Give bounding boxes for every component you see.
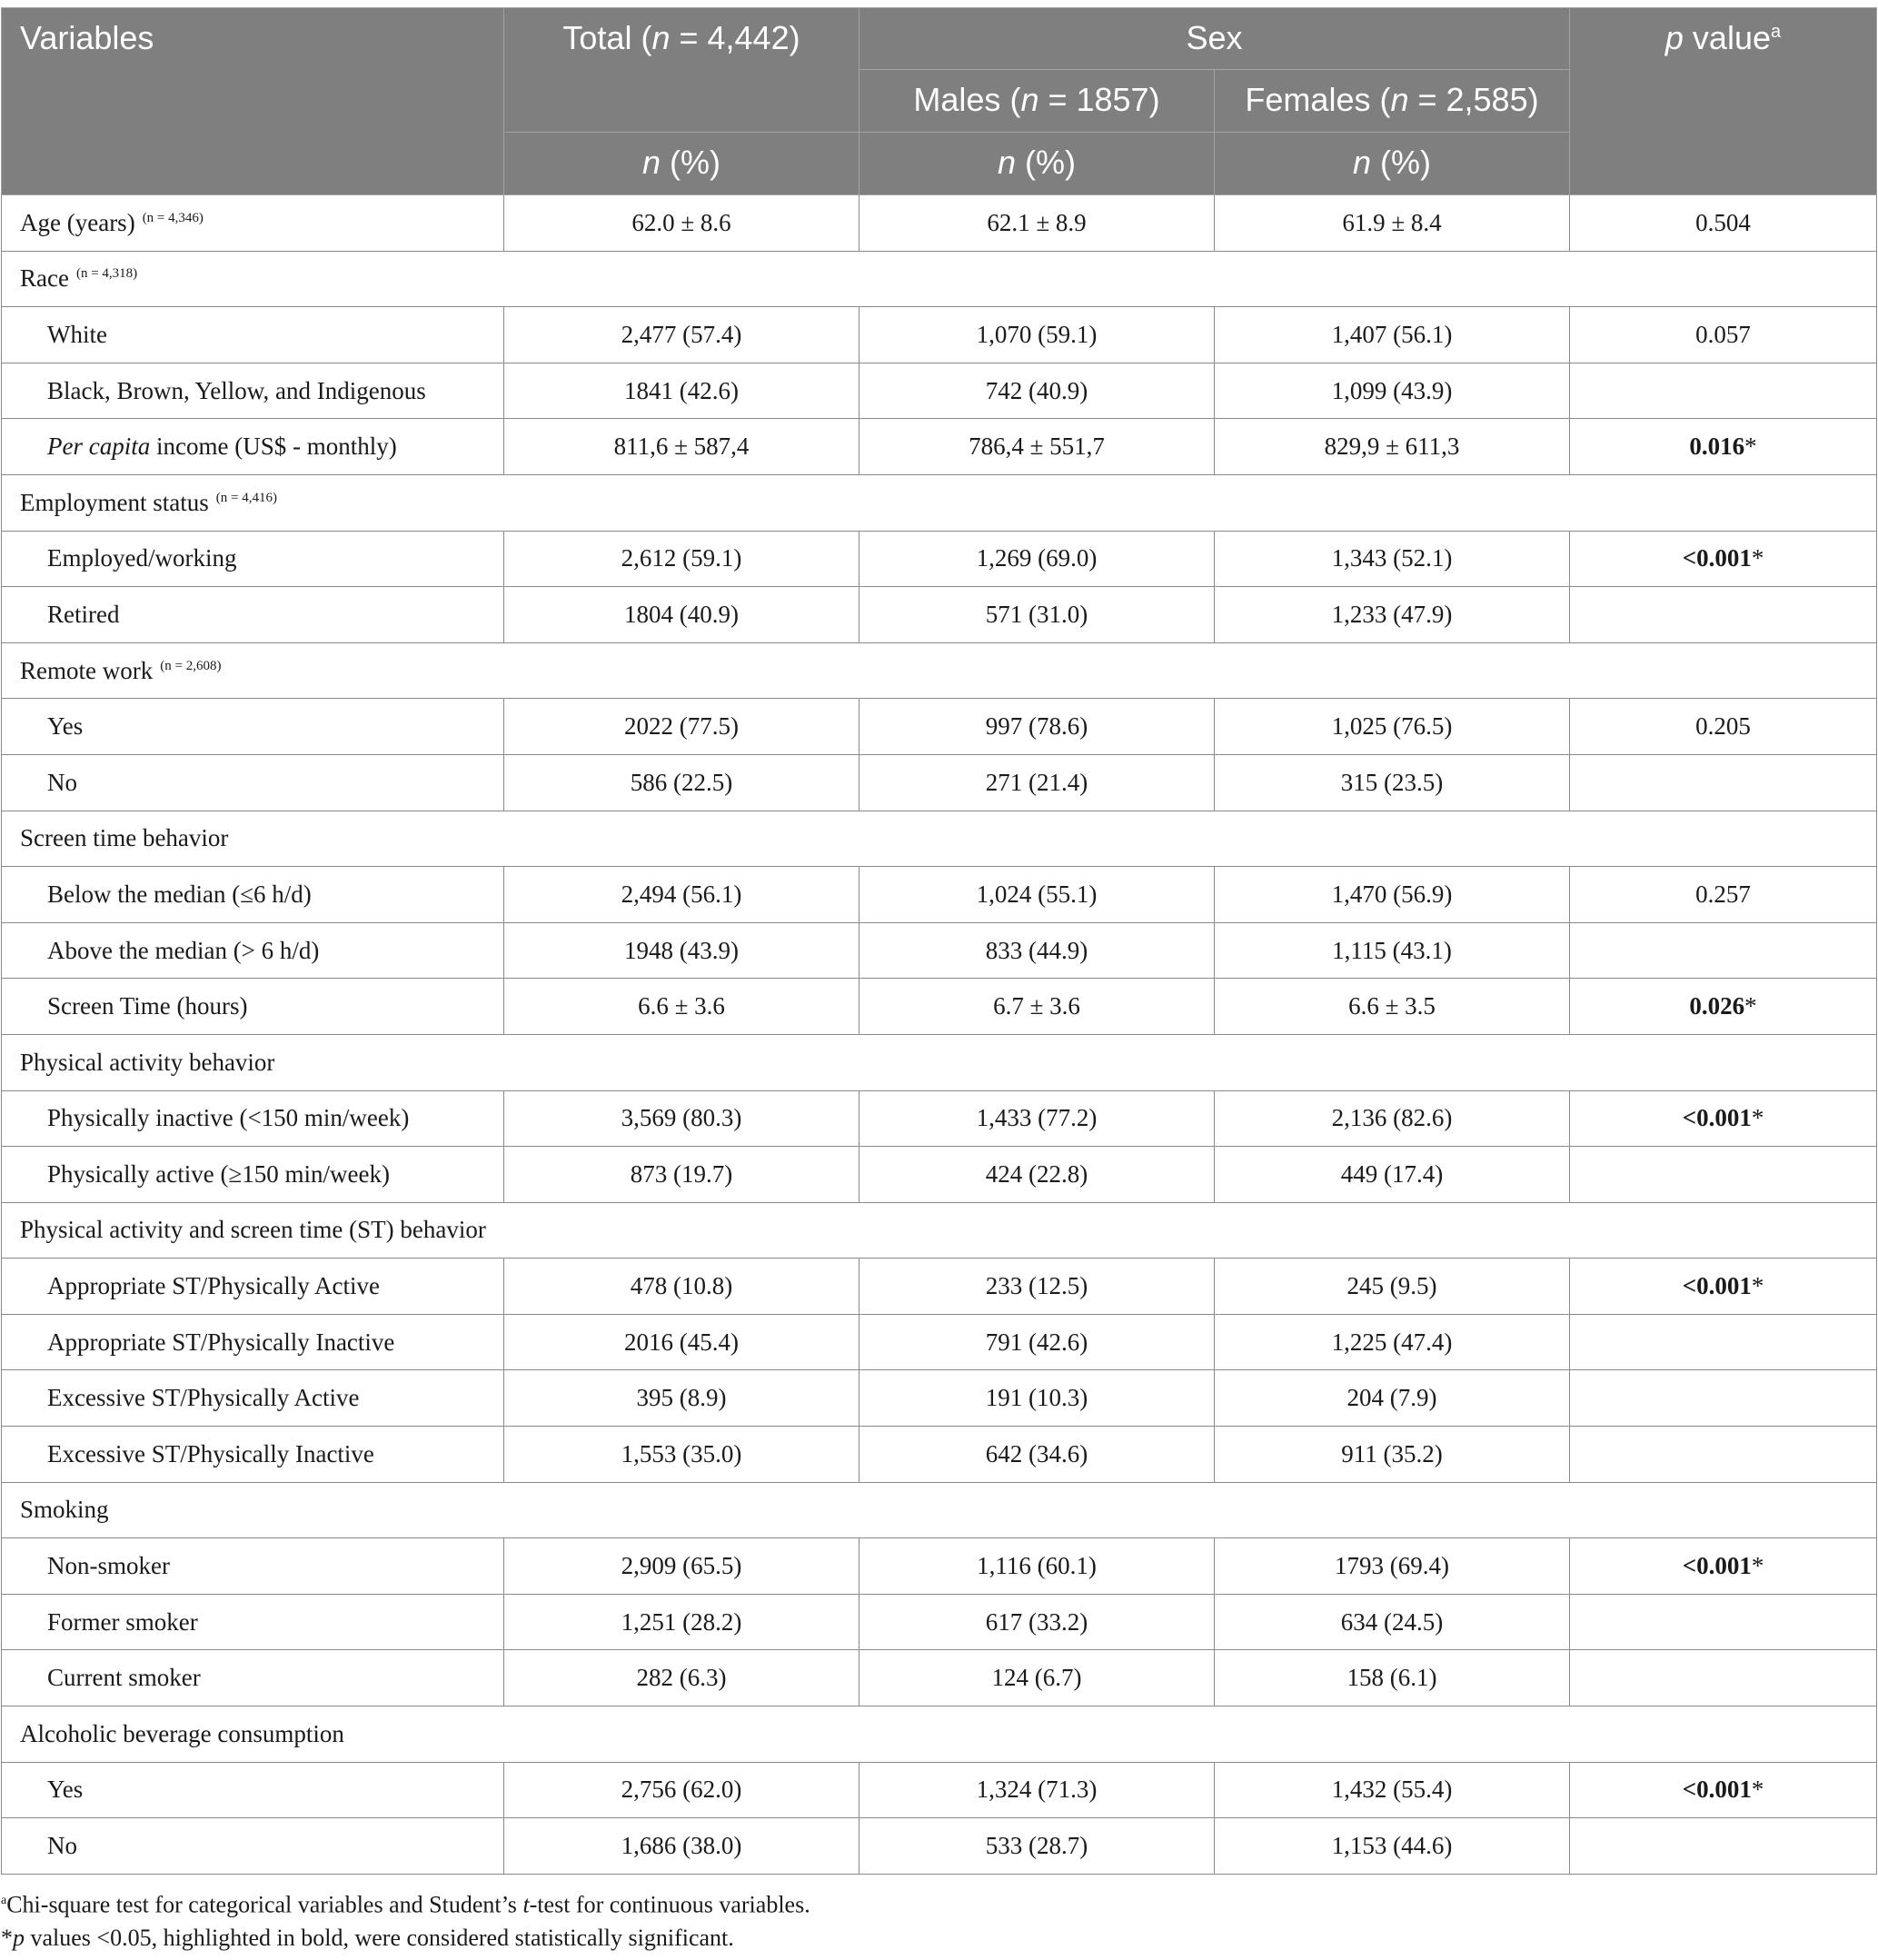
header-p-value: p value$^a$	[1570, 8, 1877, 195]
cell-males: 833 (44.9)	[860, 922, 1215, 979]
row-label: Former smoker	[2, 1594, 504, 1650]
cell-females: 1,099 (43.9)	[1215, 363, 1570, 419]
row-label: Age (years) $^{(n = 4,346)}$	[2, 195, 504, 252]
row-label: Retired	[2, 587, 504, 643]
section-label: Alcoholic beverage consumption	[2, 1706, 1877, 1763]
cell-p-value: 0.026*	[1570, 979, 1877, 1035]
header-males-npct: n (%)	[860, 133, 1215, 195]
cell-females: 158 (6.1)	[1215, 1650, 1570, 1706]
cell-males: 642 (34.6)	[860, 1427, 1215, 1483]
row-label: Black, Brown, Yellow, and Indigenous	[2, 363, 504, 419]
cell-females: 1,153 (44.6)	[1215, 1818, 1570, 1875]
cell-females: 1,025 (76.5)	[1215, 699, 1570, 755]
cell-p-value: 0.016*	[1570, 419, 1877, 475]
cell-males: 124 (6.7)	[860, 1650, 1215, 1706]
header-variables: Variables	[2, 8, 504, 195]
cell-females: 634 (24.5)	[1215, 1594, 1570, 1650]
cell-p-value	[1570, 1370, 1877, 1427]
cell-males: 791 (42.6)	[860, 1314, 1215, 1370]
header-row-1	[2, 8, 1877, 70]
cell-total: 282 (6.3)	[504, 1650, 860, 1706]
cell-females: 1,225 (47.4)	[1215, 1314, 1570, 1370]
cell-total: 1,251 (28.2)	[504, 1594, 860, 1650]
cell-total: 1,553 (35.0)	[504, 1427, 860, 1483]
row-label: Physically active (≥150 min/week)	[2, 1147, 504, 1203]
row-above-median	[2, 922, 1877, 979]
cell-total: 6.6 ± 3.6	[504, 979, 860, 1035]
row-label: Appropriate ST/Physically Inactive	[2, 1314, 504, 1370]
cell-females: 1,233 (47.9)	[1215, 587, 1570, 643]
cell-p-value: <0.001*	[1570, 1259, 1877, 1315]
row-label: Non-smoker	[2, 1538, 504, 1595]
cell-total: 3,569 (80.3)	[504, 1090, 860, 1147]
cell-total: 1948 (43.9)	[504, 922, 860, 979]
row-app-active	[2, 1259, 1877, 1315]
row-employed	[2, 531, 1877, 587]
row-age	[2, 195, 1877, 252]
header-females: Females (n = 2,585)	[1215, 70, 1570, 133]
cell-females: 911 (35.2)	[1215, 1427, 1570, 1483]
cell-p-value: <0.001*	[1570, 1538, 1877, 1595]
row-income	[2, 419, 1877, 475]
header-sex: Sex	[860, 8, 1570, 70]
row-alcohol-no	[2, 1818, 1877, 1875]
row-label: Current smoker	[2, 1650, 504, 1706]
row-current-smoker	[2, 1650, 1877, 1706]
cell-males: 271 (21.4)	[860, 754, 1215, 811]
cell-total: 62.0 ± 8.6	[504, 195, 860, 252]
row-remote-no	[2, 754, 1877, 811]
cell-p-value: <0.001*	[1570, 531, 1877, 587]
row-label: Yes	[2, 1762, 504, 1818]
cell-p-value	[1570, 1818, 1877, 1875]
section-label: Screen time behavior	[2, 811, 1877, 867]
header-females-npct: n (%)	[1215, 133, 1570, 195]
cell-females: 1,470 (56.9)	[1215, 867, 1570, 923]
cell-total: 811,6 ± 587,4	[504, 419, 860, 475]
cell-p-value	[1570, 1594, 1877, 1650]
section-label: Smoking	[2, 1482, 1877, 1538]
cell-males: 233 (12.5)	[860, 1259, 1215, 1315]
cell-p-value	[1570, 1427, 1877, 1483]
cell-p-value	[1570, 1147, 1877, 1203]
cell-p-value: <0.001*	[1570, 1090, 1877, 1147]
cell-males: 1,070 (59.1)	[860, 307, 1215, 363]
cell-females: 315 (23.5)	[1215, 754, 1570, 811]
cell-females: 6.6 ± 3.5	[1215, 979, 1570, 1035]
cell-total: 2,494 (56.1)	[504, 867, 860, 923]
cell-males: 742 (40.9)	[860, 363, 1215, 419]
cell-p-value	[1570, 754, 1877, 811]
row-label: No	[2, 754, 504, 811]
row-pa-section	[2, 1034, 1877, 1090]
cell-males: 786,4 ± 551,7	[860, 419, 1215, 475]
row-remote-yes	[2, 699, 1877, 755]
cell-females: 1,343 (52.1)	[1215, 531, 1570, 587]
row-exc-active	[2, 1370, 1877, 1427]
cell-total: 1804 (40.9)	[504, 587, 860, 643]
cell-females: 245 (9.5)	[1215, 1259, 1570, 1315]
cell-females: 449 (17.4)	[1215, 1147, 1570, 1203]
row-label: Appropriate ST/Physically Active	[2, 1259, 504, 1315]
row-inactive	[2, 1090, 1877, 1147]
cell-males: 997 (78.6)	[860, 699, 1215, 755]
row-white	[2, 307, 1877, 363]
table-footnotes	[1, 1884, 1876, 1955]
row-label: Yes	[2, 699, 504, 755]
cell-total: 586 (22.5)	[504, 754, 860, 811]
header-total: Total (n = 4,442)	[504, 8, 860, 133]
cell-males: 1,433 (77.2)	[860, 1090, 1215, 1147]
row-label: Excessive ST/Physically Active	[2, 1370, 504, 1427]
cell-p-value: 0.504	[1570, 195, 1877, 252]
row-label: No	[2, 1818, 504, 1875]
cell-total: 2,477 (57.4)	[504, 307, 860, 363]
row-app-inactive	[2, 1314, 1877, 1370]
row-smoking-section	[2, 1482, 1877, 1538]
characteristics-table	[1, 7, 1877, 1875]
cell-males: 1,269 (69.0)	[860, 531, 1215, 587]
section-label: Physical activity and screen time (ST) behavior	[2, 1202, 1877, 1259]
cell-total: 1841 (42.6)	[504, 363, 860, 419]
row-pa-st-section	[2, 1202, 1877, 1259]
row-label: Excessive ST/Physically Inactive	[2, 1427, 504, 1483]
cell-males: 617 (33.2)	[860, 1594, 1215, 1650]
cell-total: 395 (8.9)	[504, 1370, 860, 1427]
row-screen-hours	[2, 979, 1877, 1035]
row-label: Physically inactive (<150 min/week)	[2, 1090, 504, 1147]
table-container	[1, 7, 1876, 1955]
header-males: Males (n = 1857)	[860, 70, 1215, 133]
header-total-npct: n (%)	[504, 133, 860, 195]
cell-males: 571 (31.0)	[860, 587, 1215, 643]
cell-females: 1793 (69.4)	[1215, 1538, 1570, 1595]
row-label: White	[2, 307, 504, 363]
cell-p-value	[1570, 922, 1877, 979]
cell-males: 191 (10.3)	[860, 1370, 1215, 1427]
cell-total: 1,686 (38.0)	[504, 1818, 860, 1875]
cell-females: 1,432 (55.4)	[1215, 1762, 1570, 1818]
row-non-smoker	[2, 1538, 1877, 1595]
cell-p-value: 0.057	[1570, 307, 1877, 363]
row-race-section	[2, 251, 1877, 307]
row-active	[2, 1147, 1877, 1203]
cell-males: 1,116 (60.1)	[860, 1538, 1215, 1595]
cell-females: 1,407 (56.1)	[1215, 307, 1570, 363]
cell-total: 2,612 (59.1)	[504, 531, 860, 587]
row-label: Screen Time (hours)	[2, 979, 504, 1035]
cell-males: 6.7 ± 3.6	[860, 979, 1215, 1035]
cell-total: 2022 (77.5)	[504, 699, 860, 755]
section-label: Employment status $^{(n = 4,416)}$	[2, 474, 1877, 531]
cell-p-value: 0.205	[1570, 699, 1877, 755]
cell-p-value	[1570, 363, 1877, 419]
cell-males: 1,024 (55.1)	[860, 867, 1215, 923]
cell-total: 2,909 (65.5)	[504, 1538, 860, 1595]
section-label: Physical activity behavior	[2, 1034, 1877, 1090]
row-label: Employed/working	[2, 531, 504, 587]
row-former-smoker	[2, 1594, 1877, 1650]
cell-males: 424 (22.8)	[860, 1147, 1215, 1203]
cell-males: 533 (28.7)	[860, 1818, 1215, 1875]
row-alcohol-section	[2, 1706, 1877, 1763]
row-alcohol-yes	[2, 1762, 1877, 1818]
cell-females: 61.9 ± 8.4	[1215, 195, 1570, 252]
cell-p-value: <0.001*	[1570, 1762, 1877, 1818]
cell-females: 1,115 (43.1)	[1215, 922, 1570, 979]
cell-females: 829,9 ± 611,3	[1215, 419, 1570, 475]
row-below-median	[2, 867, 1877, 923]
row-label: Above the median (> 6 h/d)	[2, 922, 504, 979]
cell-p-value: 0.257	[1570, 867, 1877, 923]
section-label: Remote work $^{(n = 2,608)}$	[2, 642, 1877, 699]
row-exc-inactive	[2, 1427, 1877, 1483]
cell-p-value	[1570, 587, 1877, 643]
row-retired	[2, 587, 1877, 643]
row-label: Below the median (≤6 h/d)	[2, 867, 504, 923]
row-remote-section	[2, 642, 1877, 699]
cell-males: 62.1 ± 8.9	[860, 195, 1215, 252]
cell-females: 204 (7.9)	[1215, 1370, 1570, 1427]
cell-total: 2016 (45.4)	[504, 1314, 860, 1370]
cell-p-value	[1570, 1650, 1877, 1706]
cell-females: 2,136 (82.6)	[1215, 1090, 1570, 1147]
footnote-a: $^a$Chi-square test for categorical variables and Student’s t-test for continuous variables.	[1, 1891, 810, 1918]
section-label: Race $^{(n = 4,318)}$	[2, 251, 1877, 307]
cell-p-value	[1570, 1314, 1877, 1370]
cell-total: 2,756 (62.0)	[504, 1762, 860, 1818]
row-label: Per capita income (US$ - monthly)	[2, 419, 504, 475]
row-screen-section	[2, 811, 1877, 867]
cell-total: 478 (10.8)	[504, 1259, 860, 1315]
cell-total: 873 (19.7)	[504, 1147, 860, 1203]
cell-males: 1,324 (71.3)	[860, 1762, 1215, 1818]
footnote-significance: *p values <0.05, highlighted in bold, were considered statistically significant.	[1, 1925, 734, 1952]
row-employment-section	[2, 474, 1877, 531]
row-black	[2, 363, 1877, 419]
